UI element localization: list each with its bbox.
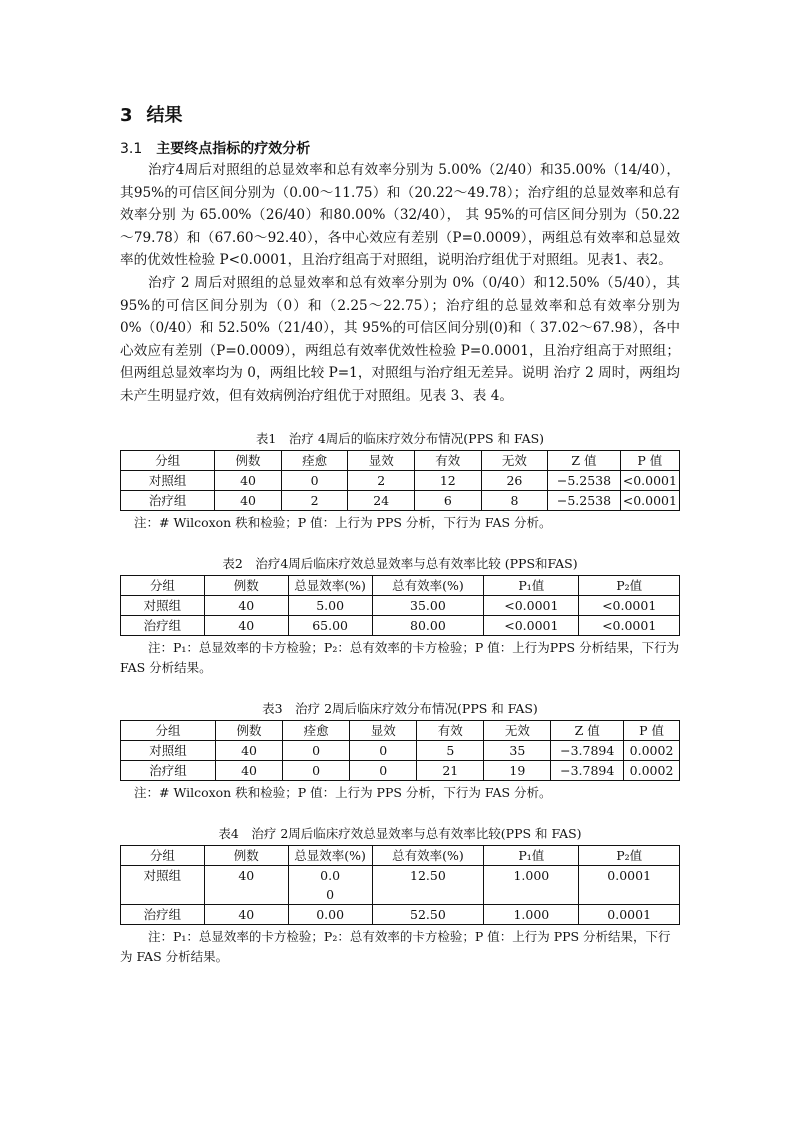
table-header-cell: P₁值 [484, 845, 579, 865]
table-note: 注：P₁：总显效率的卡方检验；P₂：总有效率的卡方检验；P 值：上行为 PPS 分析结果，下行为 FAS 分析结果。 [120, 928, 671, 964]
table-header-cell: 有效 [417, 720, 484, 740]
table-cell: 19 [484, 760, 551, 780]
table-header-cell: 总有效率(%) [372, 845, 484, 865]
table-cell: 40 [204, 865, 288, 904]
table-cell: 对照组 [121, 470, 215, 490]
table-cell: 0 [283, 760, 350, 780]
table-cell: 0.0 0 [288, 865, 372, 904]
paragraph-4-weeks: 治疗4周后对照组的总显效率和总有效率分别为 5.00%（2/40）和35.00%（14/40），其95%的可信区间分别为（0.00～11.75）和（20.22～49.78）；治疗组的总显效率和总有效率分别 为 65.00%（26/40）和80.00%（32/40）， 其 95%的可信区间分别为（50.22～79.78）和（67.60～92.40），各中心效应有差别（P=0.0009），两组总有效率和总显效率的优效性检验 P<0.0001，且治疗组高于对照组，说明治疗组优于对照组。见表1、表2。 [120, 162, 680, 269]
table-cell: 8 [481, 490, 548, 510]
table-cell: 2 [348, 470, 415, 490]
table-cell: 6 [415, 490, 482, 510]
section-title: 结果 [146, 105, 183, 126]
table-cell: 0.0001 [579, 865, 680, 904]
table-cell: −5.2538 [548, 490, 621, 510]
table-header-cell: 痊愈 [283, 720, 350, 740]
table-cell: 治疗组 [121, 904, 205, 924]
table-cell: 对照组 [121, 740, 216, 760]
table-cell: 40 [215, 490, 282, 510]
table-cell: 0 [350, 740, 417, 760]
table-cell: 40 [215, 470, 282, 490]
table-cell: 对照组 [121, 595, 205, 615]
table-cell: 0.0002 [624, 760, 680, 780]
table-caption: 表1 治疗 4周后的临床疗效分布情况(PPS 和 FAS) [255, 430, 545, 446]
table-row [121, 904, 680, 924]
table-header-cell: Z 值 [551, 720, 624, 740]
table-cell: 21 [417, 760, 484, 780]
data-table [120, 720, 680, 781]
table-caption: 表4 治疗 2周后临床疗效总显效率与总有效率比较(PPS 和 FAS) [218, 825, 582, 841]
paragraph-2-weeks: 治疗 2 周后对照组的总显效率和总有效率分别为 0%（0/40）和12.50%（5/40），其 95%的可信区间分别为（0）和（2.25～22.75）；治疗组的总显效率和总有效率分别为 0%（0/40）和 52.50%（21/40），其 95%的可信区间分别(0)和（ 37.02～67.98），各中心效应有差别（P=0.0009），两组总有效率优效性检验 P=0.0001，且治疗组高于对照组；但两组总显效率均为 0，两组比较 P=1，对照组与治疗组无差异。说明 治疗 2 周时，两组均未产生明显疗效，但有效病例治疗组优于对照组。见表 3、表 4。 [120, 274, 680, 404]
table-cell: 80.00 [372, 615, 484, 635]
table-cell: 40 [216, 740, 283, 760]
table-cell: 治疗组 [121, 490, 215, 510]
table-header-cell: P₂值 [579, 575, 680, 595]
table-row [121, 490, 680, 510]
table-caption: 表2 治疗4周后临床疗效总显效率与总有效率比较 (PPS和FAS) [222, 555, 578, 571]
table-row [121, 740, 680, 760]
table-header-cell: P 值 [624, 720, 680, 740]
table-cell: <0.0001 [620, 490, 679, 510]
table-row [121, 760, 680, 780]
table-caption: 表3 治疗 2周后临床疗效分布情况(PPS 和 FAS) [262, 700, 538, 716]
table-header-cell: 痊愈 [281, 450, 348, 470]
table-cell: −3.7894 [551, 740, 624, 760]
table-cell: 40 [204, 595, 288, 615]
table-block [120, 430, 680, 543]
table-cell: 35 [484, 740, 551, 760]
table-cell: 40 [204, 615, 288, 635]
table-header-cell: 显效 [348, 450, 415, 470]
table-cell: 治疗组 [121, 760, 216, 780]
table-header-cell: 例数 [204, 845, 288, 865]
table-header-cell: 无效 [484, 720, 551, 740]
data-table [120, 450, 680, 511]
table-header-row [121, 450, 680, 470]
table-cell: 治疗组 [121, 615, 205, 635]
subsection-heading [120, 139, 680, 159]
table-cell: 2 [281, 490, 348, 510]
table-header-cell: 分组 [121, 575, 205, 595]
table-block [120, 700, 680, 813]
table-cell: <0.0001 [620, 470, 679, 490]
table-cell: 5 [417, 740, 484, 760]
table-cell: <0.0001 [579, 615, 680, 635]
table-row [121, 470, 680, 490]
table-cell: 52.50 [372, 904, 484, 924]
table-cell: 24 [348, 490, 415, 510]
table-header-row [121, 845, 680, 865]
table-cell: 35.00 [372, 595, 484, 615]
table-header-cell: 总显效率(%) [288, 845, 372, 865]
table-header-cell: 分组 [121, 845, 205, 865]
table-cell: 1.000 [484, 904, 579, 924]
table-row [121, 595, 680, 615]
table-block [120, 825, 680, 967]
table-header-cell: 无效 [481, 450, 548, 470]
table-cell: 1.000 [484, 865, 579, 904]
table-header-cell: P 值 [620, 450, 679, 470]
table-note: 注：P₁：总显效率的卡方检验；P₂：总有效率的卡方检验；P 值：上行为PPS 分析结果，下行为FAS 分析结果。 [120, 639, 680, 675]
table-cell: <0.0001 [484, 595, 579, 615]
table-header-cell: 例数 [215, 450, 282, 470]
table-header-cell: 总显效率(%) [288, 575, 372, 595]
table-cell: 12 [415, 470, 482, 490]
table-header-cell: 例数 [216, 720, 283, 740]
table-cell: 5.00 [288, 595, 372, 615]
table-header-cell: 显效 [350, 720, 417, 740]
table-header-row [121, 720, 680, 740]
table-header-cell: P₂值 [579, 845, 680, 865]
subsection-title: 主要终点指标的疗效分析 [156, 141, 311, 157]
table-cell: <0.0001 [484, 615, 579, 635]
table-header-cell: Z 值 [548, 450, 621, 470]
subsection-number: 3.1 [120, 141, 143, 157]
table-row [121, 615, 680, 635]
table-cell: 40 [216, 760, 283, 780]
data-table [120, 575, 680, 636]
table-header-cell: 例数 [204, 575, 288, 595]
table-header-row [121, 575, 680, 595]
table-note: 注：# Wilcoxon 秩和检验；P 值：上行为 PPS 分析，下行为 FAS 分析。 [134, 784, 552, 800]
table-cell: 26 [481, 470, 548, 490]
table-cell: 0 [281, 470, 348, 490]
table-header-cell: 分组 [121, 720, 216, 740]
table-cell: 0 [350, 760, 417, 780]
table-cell: 0.0001 [579, 904, 680, 924]
section-number: 3 [120, 105, 133, 126]
table-cell: 12.50 [372, 865, 484, 904]
data-table [120, 845, 680, 925]
table-cell: 40 [204, 904, 288, 924]
tables-section [120, 430, 680, 967]
table-cell: 对照组 [121, 865, 205, 904]
table-cell: −5.2538 [548, 470, 621, 490]
table-header-cell: 有效 [415, 450, 482, 470]
table-cell: 0.0002 [624, 740, 680, 760]
table-cell: <0.0001 [579, 595, 680, 615]
table-cell: 65.00 [288, 615, 372, 635]
table-block [120, 555, 680, 688]
table-cell: −3.7894 [551, 760, 624, 780]
table-header-cell: 分组 [121, 450, 215, 470]
table-header-cell: P₁值 [484, 575, 579, 595]
table-header-cell: 总有效率(%) [372, 575, 484, 595]
section-heading [120, 103, 680, 129]
table-cell: 0.00 [288, 904, 372, 924]
table-cell: 0 [283, 740, 350, 760]
table-note: 注：# Wilcoxon 秩和检验；P 值：上行为 PPS 分析，下行为 FAS 分析。 [134, 514, 552, 530]
document-page [120, 103, 680, 967]
table-row [121, 865, 680, 904]
